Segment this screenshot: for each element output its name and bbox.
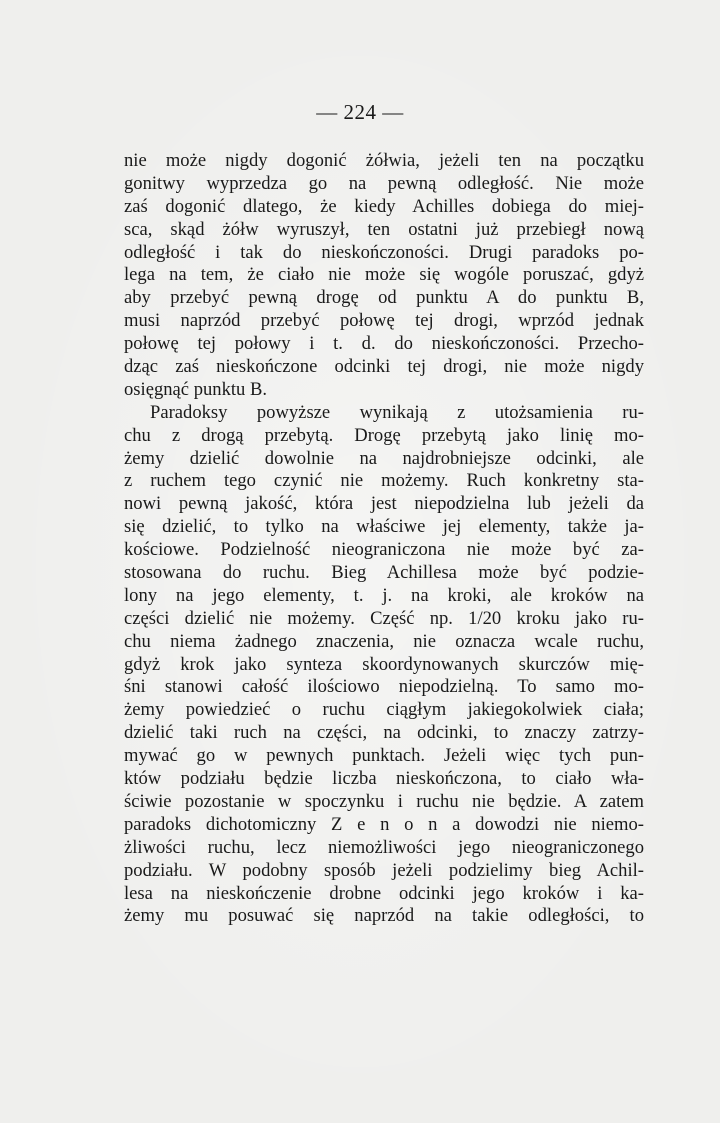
text-line: żemy mu posuwać się naprzód na takie odległości, to [124, 905, 644, 927]
text-line: paradoks dichotomiczny Z e n o n a dowodzi nie niemo- [124, 813, 644, 835]
text-line: aby przebyć pewną drogę od punktu A do punktu B, [124, 287, 644, 309]
text-line: zaś dogonić dlatego, że kiedy Achilles dobiega do miej- [124, 195, 644, 217]
text-line: Paradoksy powyższe wynikają z utożsamienia ru- [150, 401, 644, 423]
text-line: stosowana do ruchu. Bieg Achillesa może być podzie- [124, 562, 644, 584]
text-line: się dzielić, to tylko na właściwe jej elementy, także ja- [124, 516, 644, 538]
text-line: połowę tej połowy i t. d. do nieskończoności. Przecho- [124, 333, 644, 355]
text-line: gdyż krok jako synteza skoordynowanych skurczów mię- [124, 653, 644, 675]
text-line: lony na jego elementy, t. j. na kroki, ale kroków na [124, 584, 644, 606]
text-line: osięgnąć punktu B. [124, 378, 268, 400]
page-number: — 224 — [316, 100, 404, 124]
text-line: sca, skąd żółw wyruszył, ten ostatni już przebiegł nową [124, 218, 644, 240]
text-line: żemy powiedzieć o ruchu ciągłym jakiegokolwiek ciała; [124, 699, 644, 721]
text-line: nie może nigdy dogonić żółwia, jeżeli ten na początku [124, 150, 644, 171]
text-line: dząc zaś nieskończone odcinki tej drogi, nie może nigdy [124, 356, 644, 378]
text-line: żemy dzielić dowolnie na najdrobniejsze odcinki, ale [124, 447, 644, 469]
text-line: podziału. W podobny sposób jeżeli podzielimy bieg Achil- [124, 859, 644, 881]
text-line: lesa na nieskończenie drobne odcinki jego kroków i ka- [124, 882, 644, 904]
text-line: żliwości ruchu, lecz niemożliwości jego nieograniczonego [124, 836, 644, 858]
text-line: chu niema żadnego znaczenia, nie oznacza wcale ruchu, [124, 630, 644, 652]
text-line: chu z drogą przebytą. Drogę przebytą jako linię mo- [124, 424, 644, 446]
text-line: odległość i tak do nieskończoności. Drugi paradoks po- [124, 241, 644, 263]
body-text [124, 150, 644, 928]
text-line: dzielić taki ruch na części, na odcinki, to znaczy zatrzy- [124, 722, 644, 744]
text-line: ściwie pozostanie w spoczynku i ruchu nie będzie. A zatem [124, 790, 644, 812]
text-line: z ruchem tego czynić nie możemy. Ruch konkretny sta- [124, 470, 644, 492]
text-line: nowi pewną jakość, która jest niepodzielna lub jeżeli da [124, 493, 644, 515]
text-line: któw podziału będzie liczba nieskończona, to ciało wła- [124, 768, 644, 790]
text-line: części dzielić nie możemy. Część np. 1/20 kroku jako ru- [124, 607, 644, 629]
text-line: lega na tem, że ciało nie może się wogóle poruszać, gdyż [124, 264, 644, 286]
text-line: mywać go w pewnych punktach. Jeżeli więc tych pun- [124, 745, 644, 767]
text-line: musi naprzód przebyć połowę tej drogi, wprzód jednak [124, 310, 644, 332]
text-line: gonitwy wyprzedza go na pewną odległość. Nie może [124, 172, 644, 194]
text-line: kościowe. Podzielność nieograniczona nie może być za- [124, 539, 644, 561]
text-line: śni stanowi całość ilościowo niepodzielną. To samo mo- [124, 676, 644, 698]
